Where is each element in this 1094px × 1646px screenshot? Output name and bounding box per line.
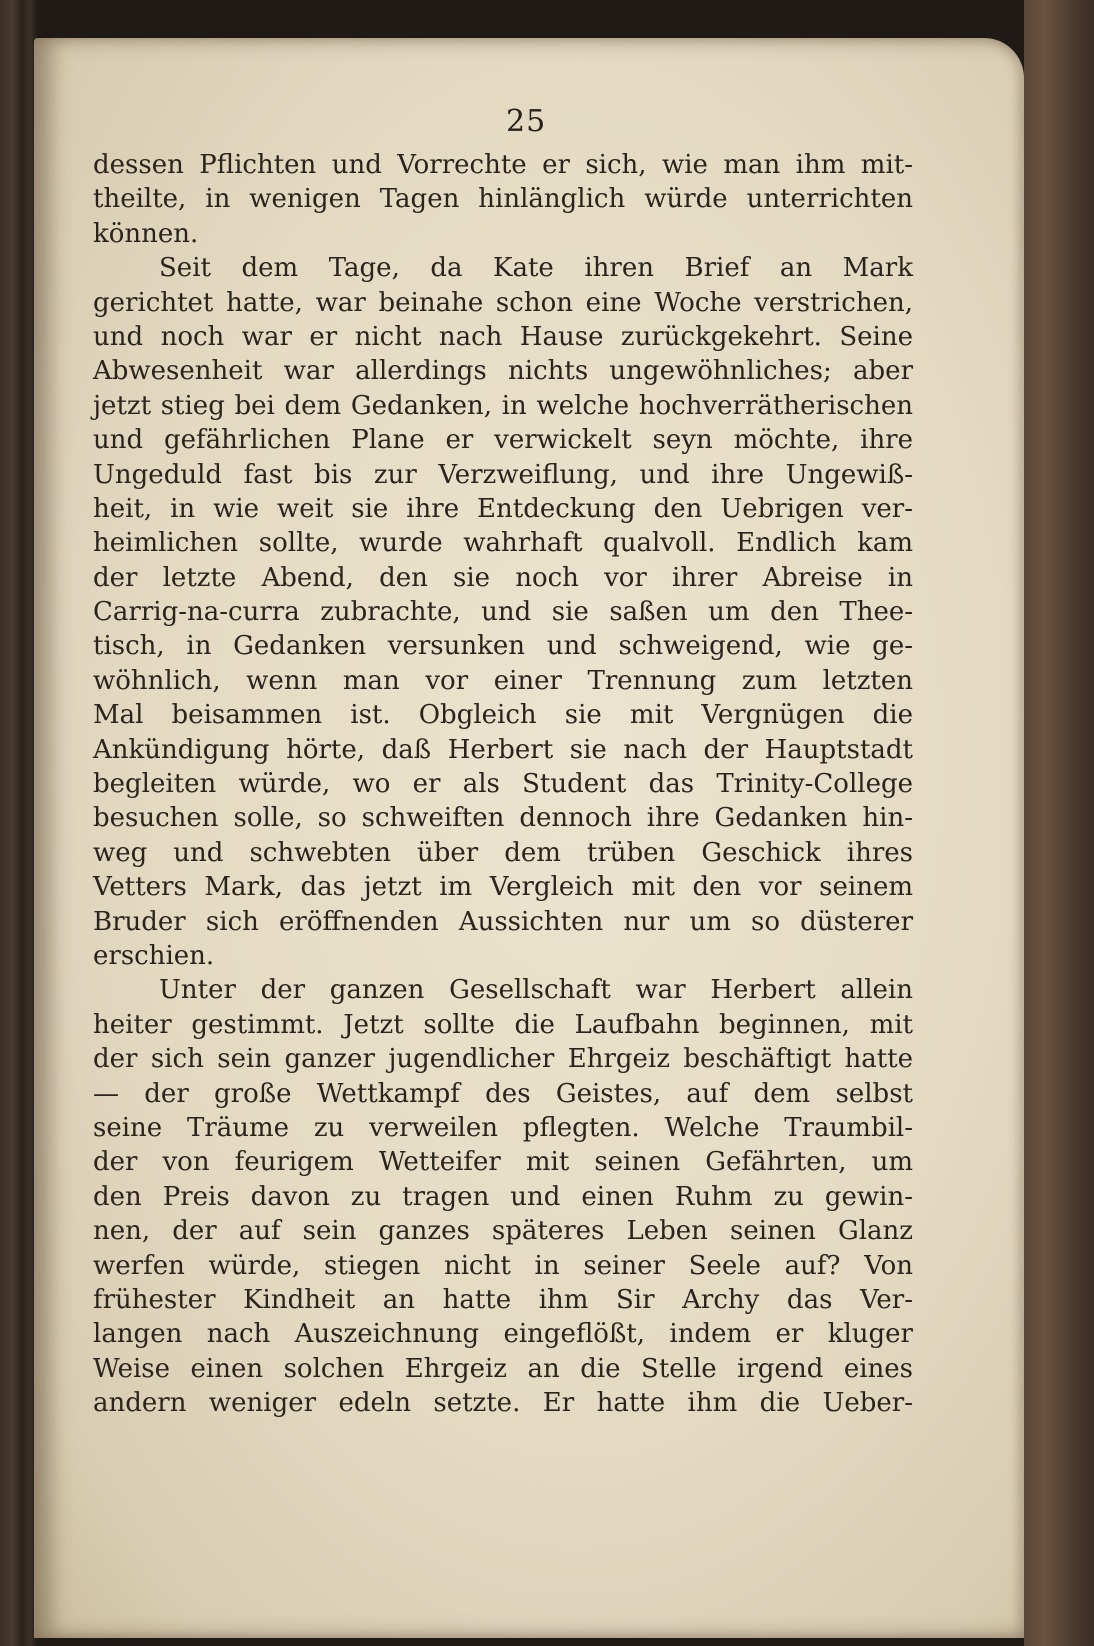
text-line: besuchen solle, so schweiften dennoch ihre Gedanken hin- (93, 803, 913, 834)
text-line: Ungeduld fast bis zur Verzweiflung, und ihre Ungewiß- (93, 459, 913, 490)
text-line: — der große Wettkampf des Geistes, auf dem selbst (93, 1078, 913, 1109)
text-line: Mal beisammen ist. Obgleich sie mit Vergnügen die (93, 700, 913, 731)
text-line: wöhnlich, wenn man vor einer Trennung zum letzten (93, 665, 913, 696)
text-line: Weise einen solchen Ehrgeiz an die Stelle irgend eines (93, 1353, 913, 1384)
text-line: den Preis davon zu tragen und einen Ruhm zu gewin- (93, 1181, 913, 1212)
book-cover-edge (1024, 0, 1094, 1646)
text-line: können. (93, 218, 199, 249)
text-line: jetzt stieg bei dem Gedanken, in welche hochverrätherischen (93, 390, 913, 421)
text-line: und noch war er nicht nach Hause zurückgekehrt. Seine (93, 321, 913, 352)
text-line: frühester Kindheit an hatte ihm Sir Archy das Ver- (93, 1284, 913, 1315)
text-line: der letzte Abend, den sie noch vor ihrer Abreise in (93, 562, 913, 593)
text-line: seine Träume zu verweilen pflegten. Welche Traumbil- (93, 1112, 913, 1143)
text-line: Ankündigung hörte, daß Herbert sie nach der Hauptstadt (93, 734, 913, 765)
text-line: langen nach Auszeichnung eingeflößt, indem er kluger (93, 1319, 913, 1350)
text-line: der sich sein ganzer jugendlicher Ehrgeiz beschäftigt hatte (93, 1044, 913, 1075)
text-line: heimlichen sollte, wurde wahrhaft qualvoll. Endlich kam (93, 528, 913, 559)
text-line: Unter der ganzen Gesellschaft war Herbert allein (159, 975, 913, 1006)
text-line: Bruder sich eröffnenden Aussichten nur um so düsterer (93, 906, 913, 937)
text-line: begleiten würde, wo er als Student das Trinity-College (93, 769, 913, 800)
body-text (93, 148, 913, 1420)
text-line: heiter gestimmt. Jetzt sollte die Laufbahn beginnen, mit (93, 1009, 913, 1040)
text-line: der von feurigem Wetteifer mit seinen Gefährten, um (93, 1147, 913, 1178)
text-line: theilte, in wenigen Tagen hinlänglich würde unterrichten (93, 184, 913, 215)
page-number: 25 (506, 104, 547, 139)
text-line: tisch, in Gedanken versunken und schweigend, wie ge- (93, 631, 913, 662)
text-line: nen, der auf sein ganzes späteres Leben seinen Glanz (93, 1216, 913, 1247)
text-line: Abwesenheit war allerdings nichts ungewöhnliches; aber (93, 356, 913, 387)
text-line: Seit dem Tage, da Kate ihren Brief an Mark (159, 253, 913, 284)
text-line: andern weniger edeln setzte. Er hatte ihm die Ueber- (93, 1388, 913, 1419)
text-line: und gefährlichen Plane er verwickelt seyn möchte, ihre (93, 425, 913, 456)
text-line: weg und schwebten über dem trüben Geschick ihres (93, 837, 913, 868)
text-line: dessen Pflichten und Vorrechte er sich, wie man ihm mit- (93, 150, 913, 180)
text-line: Vetters Mark, das jetzt im Vergleich mit den vor seinem (93, 872, 913, 903)
text-line: gerichtet hatte, war beinahe schon eine Woche verstrichen, (93, 287, 913, 318)
text-line: werfen würde, stiegen nicht in seiner Seele auf? Von (93, 1250, 913, 1281)
text-line: erschien. (93, 940, 215, 971)
text-line: Carrig-na-curra zubrachte, und sie saßen um den Thee- (93, 597, 913, 628)
text-line: heit, in wie weit sie ihre Entdeckung den Uebrigen ver- (93, 493, 913, 524)
